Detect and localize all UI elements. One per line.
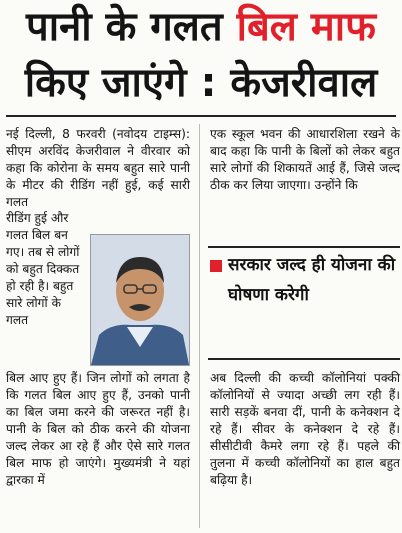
headline-part-red: बिल माफ	[236, 4, 376, 50]
headline-rule	[6, 115, 396, 117]
article-left-top: नई दिल्ली, 8 फरवरी (नवोदय टाइम्स): सीएम अरविंद केजरीवाल ने वीरवार को कहा कि कोरोना के समय बहुत सारे पानी के मीटर की रीडिंग नहीं हुई, कई सारी गलत	[6, 127, 190, 209]
article-left-bottom: बिल आए हुए हैं। जिन लोगों को लगता है कि गलत बिल आए हुए हैं, उनको पानी का बिल जमा करने की जरूरत नहीं है। पानी के बिल को ठीक करने की योजना जल्द लेकर आ रहे हैं और ऐसे सारे गलत बिल माफ हो जाएंगे। मुख्यमंत्री ने यहां द्वारका में	[6, 371, 190, 487]
kejriwal-photo	[90, 234, 190, 366]
pull-quote-box	[208, 246, 400, 360]
article-right-top: एक स्कूल भवन की आधारशिला रखने के बाद कहा कि पानी के बिलों को लेकर बहुत सारे लोगों की शिकायतें आई हैं, जिसे जल्द ठीक कर लिया जाएगा। उन्होंने कि	[210, 127, 400, 192]
headline-line-2: किए जाएंगे : केजरीवाल	[24, 60, 378, 106]
red-square-bullet	[210, 260, 222, 272]
portrait-illustration	[91, 235, 189, 365]
article-left-wrap: रीडिंग हुई और गलत बिल बन गए। तब से लोगों को बहुत दिक्कत हो रही है। बहुत सारे लोगों के गलत	[6, 211, 80, 327]
headline-line-1	[0, 2, 402, 52]
pull-quote-text: सरकार जल्द ही योजना की घोषणा करेगी	[228, 255, 396, 305]
headline-part-black: पानी के गलत	[26, 4, 237, 50]
column-divider	[199, 124, 200, 528]
article-right-bottom: अब दिल्ली की कच्ची कॉलोनियां पक्की कॉलोनियों से ज्यादा अच्छी लग रही हैं। सारी सड़कें बनवा दीं, पानी के कनेक्शन दे रहे हैं। सीवर के कनेक्शन दे रहे हैं। सीसीटीवी कैमरे लगा रहे हैं। पहले की तुलना में कच्ची कॉलोनियों का हाल बहुत बढ़िया है।	[210, 371, 400, 487]
